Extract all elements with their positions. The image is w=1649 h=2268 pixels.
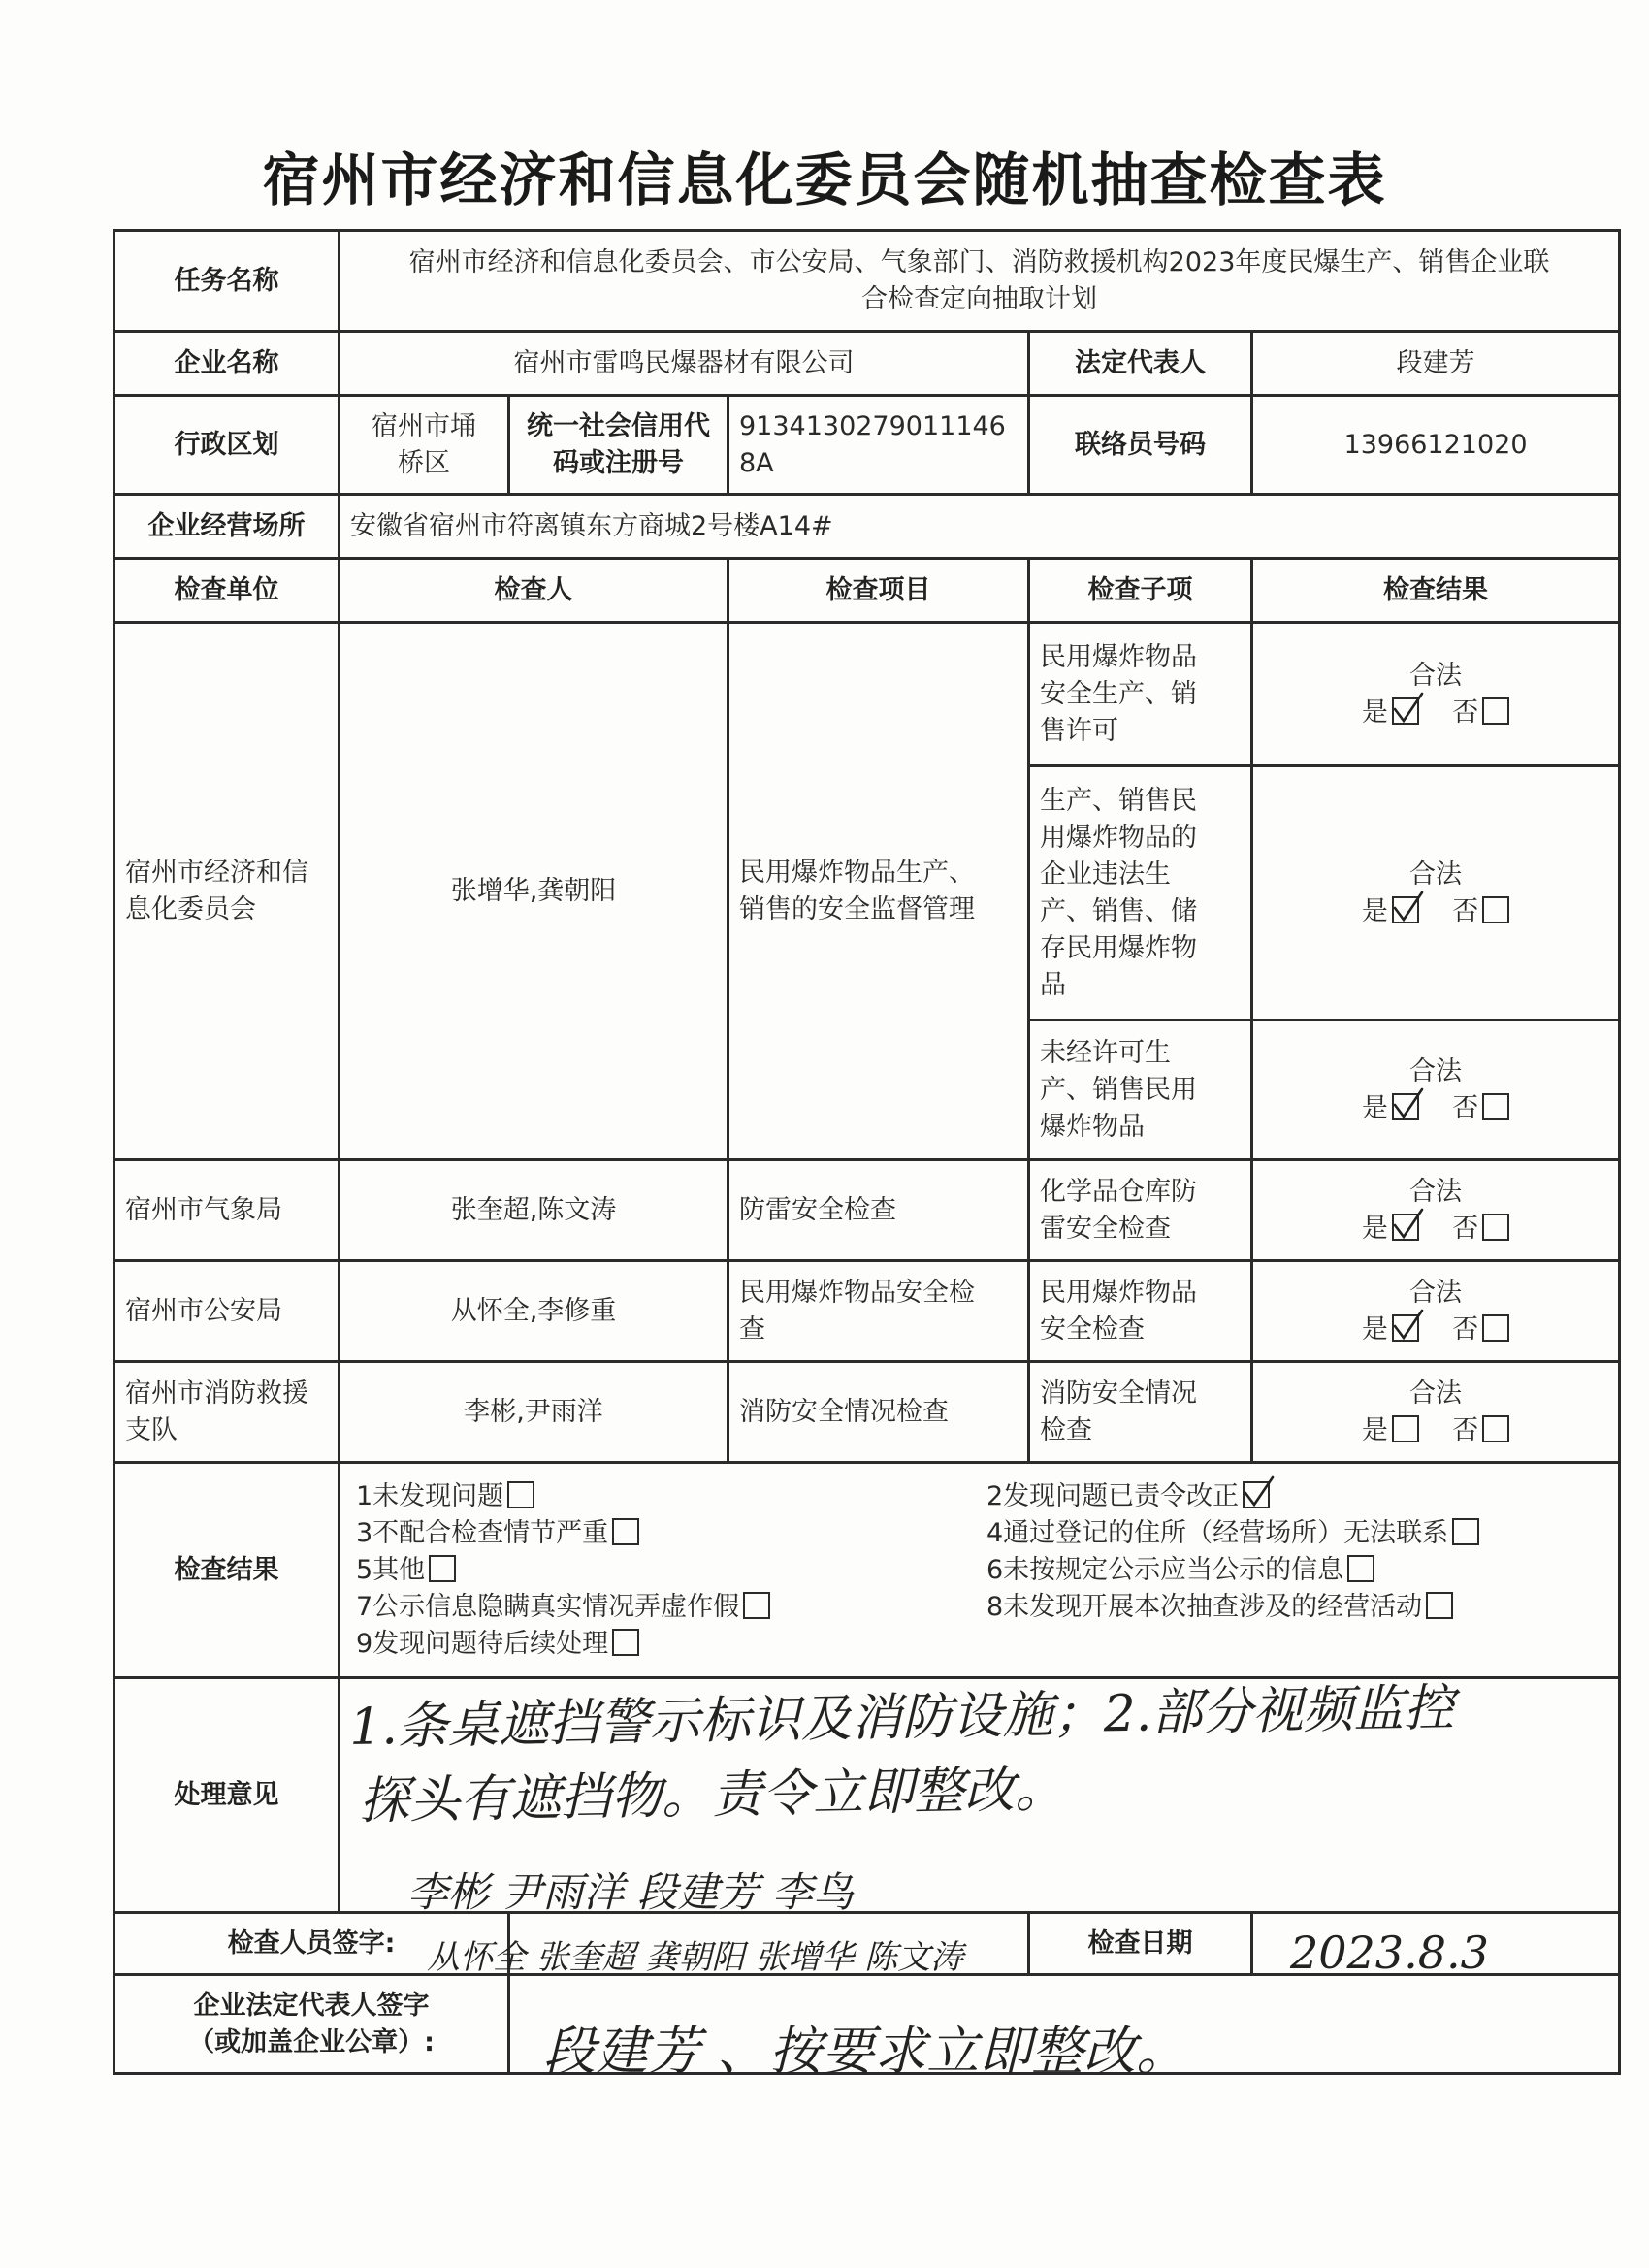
result-option-checkbox[interactable] [1243, 1481, 1270, 1508]
sub-line: 民用爆炸物品 [1040, 641, 1197, 672]
check-mark-icon [1392, 1208, 1425, 1243]
result-option-4 [986, 1515, 1608, 1552]
sub-line: 生产、销售民 [1040, 785, 1197, 816]
date-area [1252, 1913, 1620, 1975]
row1-item-line2: 销售的安全监督管理 [739, 893, 975, 924]
row3-item-line1: 民用爆炸物品安全检 [739, 1277, 975, 1308]
result-option-label: 6未按规定公示应当公示的信息 [986, 1554, 1344, 1585]
result-option-7 [356, 1589, 986, 1626]
sub-line: 检查 [1040, 1414, 1092, 1445]
contact-value: 13966121020 [1252, 396, 1620, 495]
legal-label: 合法 [1409, 1377, 1463, 1409]
no-checkbox[interactable] [1482, 1093, 1509, 1120]
no-checkbox[interactable] [1482, 1314, 1509, 1342]
check-mark-icon [1392, 1087, 1425, 1122]
result-option-label: 3不配合检查情节严重 [356, 1517, 609, 1548]
result-option-checkbox[interactable] [612, 1518, 639, 1545]
row4-inspectors: 李彬,尹雨洋 [340, 1362, 728, 1463]
sub-line: 售许可 [1040, 715, 1118, 746]
row1-unit [114, 623, 340, 1160]
result-option-3 [356, 1515, 986, 1552]
legal-label: 合法 [1409, 1277, 1463, 1308]
sub-line: 用爆炸物品的 [1040, 822, 1197, 853]
check-mark-icon [1392, 891, 1425, 925]
date-label: 检查日期 [1029, 1913, 1252, 1975]
no-label: 否 [1452, 1313, 1479, 1345]
result-option-5 [356, 1552, 986, 1589]
yes-checkbox[interactable] [1392, 1415, 1419, 1442]
yes-label: 是 [1361, 1092, 1388, 1123]
result-option-checkbox[interactable] [429, 1555, 456, 1582]
enterprise-value: 宿州市雷鸣民爆器材有限公司 [340, 332, 1029, 396]
sub-line: 未经许可生 [1040, 1037, 1171, 1068]
row1-subitem-1 [1029, 623, 1252, 766]
no-checkbox[interactable] [1482, 697, 1509, 725]
credit-code-value [728, 396, 1029, 495]
row1-inspectors: 张增华,龚朝阳 [340, 623, 728, 1160]
legal-rep-value: 段建芳 [1252, 332, 1620, 396]
no-label: 否 [1452, 1213, 1479, 1244]
check-result-label: 检查结果 [114, 1463, 340, 1678]
credit-value-line1: 9134130279011146 [739, 410, 1006, 441]
row1-item [728, 623, 1029, 1160]
row4-item: 消防安全情况检查 [728, 1362, 1029, 1463]
handling-label: 处理意见 [114, 1678, 340, 1913]
result-option-label: 7公示信息隐瞒真实情况弄虚作假 [356, 1591, 740, 1622]
rep-sign-label [114, 1975, 509, 2074]
row2-item: 防雷安全检查 [728, 1160, 1029, 1261]
result-option-label: 2发现问题已责令改正 [986, 1480, 1240, 1511]
sub-line: 存民用爆炸物 [1040, 932, 1197, 963]
sub-line: 化学品仓库防 [1040, 1176, 1197, 1207]
row2-inspectors: 张奎超,陈文涛 [340, 1160, 728, 1261]
sub-line: 企业违法生 [1040, 859, 1171, 890]
row3-item-line2: 查 [739, 1313, 765, 1345]
yes-checkbox[interactable] [1392, 697, 1419, 725]
inspector-sign-area [509, 1913, 1029, 1975]
header-item: 检查项目 [728, 559, 1029, 623]
handwritten-rep-signature: 段建芳 、按要求立即整改。 [543, 2021, 1189, 2082]
header-inspector: 检查人 [340, 559, 728, 623]
row3-unit: 宿州市公安局 [114, 1261, 340, 1362]
row1-subitem-2 [1029, 766, 1252, 1021]
no-label: 否 [1452, 1092, 1479, 1123]
legal-label: 合法 [1409, 1055, 1463, 1086]
legal-label: 合法 [1409, 660, 1463, 691]
yes-checkbox[interactable] [1392, 1214, 1419, 1241]
check-mark-icon [1243, 1475, 1276, 1510]
result-option-6 [986, 1552, 1608, 1589]
row4-unit-line2: 支队 [125, 1414, 178, 1445]
result-option-label: 4通过登记的住所（经营场所）无法联系 [986, 1517, 1449, 1548]
district-line2: 桥区 [398, 447, 450, 478]
row1-item-line1: 民用爆炸物品生产、 [739, 857, 975, 888]
result-option-label: 5其他 [356, 1554, 426, 1585]
row1-unit-line2: 息化委员会 [125, 893, 256, 924]
result-option-checkbox[interactable] [1426, 1592, 1453, 1619]
handwritten-date: 2023.8.3 [1290, 1927, 1489, 1979]
row2-subitem [1029, 1160, 1252, 1261]
row1-result-3 [1252, 1021, 1620, 1160]
result-option-2 [986, 1478, 1608, 1515]
no-checkbox[interactable] [1482, 1214, 1509, 1241]
header-subitem: 检查子项 [1029, 559, 1252, 623]
task-label: 任务名称 [114, 231, 340, 332]
handwritten-signatures-lower: 从怀全 张奎超 龚朝阳 张增华 陈文涛 [427, 1938, 964, 1977]
no-label: 否 [1452, 697, 1479, 728]
rep-sign-area [509, 1975, 1620, 2074]
credit-label-line2: 码或注册号 [553, 447, 684, 478]
contact-label: 联络员号码 [1029, 396, 1252, 495]
credit-value-line2: 8A [739, 447, 774, 478]
sub-line: 产、销售民用 [1040, 1074, 1197, 1105]
sub-line: 品 [1040, 969, 1066, 1000]
result-option-9 [356, 1626, 986, 1663]
task-value-line1: 宿州市经济和信息化委员会、市公安局、气象部门、消防救援机构2023年度民爆生产、销售企业联 [408, 246, 1550, 277]
credit-label-line1: 统一社会信用代 [527, 410, 710, 441]
sub-line: 消防安全情况 [1040, 1377, 1197, 1409]
sub-line: 安全生产、销 [1040, 678, 1197, 709]
district-value [340, 396, 509, 495]
row1-result-1 [1252, 623, 1620, 766]
row3-inspectors: 从怀全,李修重 [340, 1261, 728, 1362]
rep-sign-label-line1: 企业法定代表人签字 [193, 1990, 430, 2021]
row2-unit: 宿州市气象局 [114, 1160, 340, 1261]
handwritten-opinion-line2: 探头有遮挡物。责令立即整改。 [358, 1760, 1066, 1831]
yes-label: 是 [1361, 895, 1388, 926]
handling-value [340, 1678, 1620, 1913]
result-option-1 [356, 1478, 986, 1515]
row4-unit [114, 1362, 340, 1463]
header-unit: 检查单位 [114, 559, 340, 623]
result-option-label: 9发现问题待后续处理 [356, 1628, 609, 1659]
legal-label: 合法 [1409, 1176, 1463, 1207]
result-option-checkbox[interactable] [1347, 1555, 1374, 1582]
options-grid [350, 1478, 1608, 1663]
result-option-checkbox[interactable] [1452, 1518, 1479, 1545]
inspection-form-table [113, 229, 1621, 2075]
result-option-label: 1未发现问题 [356, 1480, 504, 1511]
result-option-checkbox[interactable] [507, 1481, 534, 1508]
handwritten-signatures-upper: 李彬 尹雨洋 段建芳 李鸟 [407, 1868, 855, 1916]
row3-result [1252, 1261, 1620, 1362]
row2-result [1252, 1160, 1620, 1261]
district-line1: 宿州市埇 [372, 410, 476, 441]
yes-label: 是 [1361, 1313, 1388, 1345]
yes-checkbox[interactable] [1392, 896, 1419, 923]
check-mark-icon [1392, 1309, 1425, 1344]
result-option-checkbox[interactable] [612, 1629, 639, 1656]
address-value: 安徽省宿州市符离镇东方商城2号楼A14# [340, 495, 1620, 559]
no-label: 否 [1452, 895, 1479, 926]
row4-subitem [1029, 1362, 1252, 1463]
check-mark-icon [1392, 692, 1425, 727]
inspector-sign-label: 检查人员签字: [114, 1913, 509, 1975]
yes-label: 是 [1361, 1213, 1388, 1244]
row4-unit-line1: 宿州市消防救援 [125, 1377, 308, 1409]
sub-line: 爆炸物品 [1040, 1111, 1145, 1142]
row4-result [1252, 1362, 1620, 1463]
no-checkbox[interactable] [1482, 896, 1509, 923]
row1-subitem-3 [1029, 1021, 1252, 1160]
row3-item [728, 1261, 1029, 1362]
sub-line: 安全检查 [1040, 1313, 1145, 1345]
no-label: 否 [1452, 1414, 1479, 1445]
header-result: 检查结果 [1252, 559, 1620, 623]
sub-line: 产、销售、储 [1040, 895, 1197, 926]
address-label: 企业经营场所 [114, 495, 340, 559]
rep-sign-label-line2: （或加盖企业公章）: [188, 2026, 435, 2057]
task-value [340, 231, 1620, 332]
no-checkbox[interactable] [1482, 1415, 1509, 1442]
row1-unit-line1: 宿州市经济和信 [125, 857, 308, 888]
row3-subitem [1029, 1261, 1252, 1362]
task-value-line2: 合检查定向抽取计划 [861, 283, 1098, 314]
sub-line: 民用爆炸物品 [1040, 1277, 1197, 1308]
legal-label: 合法 [1409, 859, 1463, 890]
yes-label: 是 [1361, 1414, 1388, 1445]
district-label: 行政区划 [114, 396, 340, 495]
result-option-checkbox[interactable] [743, 1592, 770, 1619]
yes-checkbox[interactable] [1392, 1093, 1419, 1120]
sub-line: 雷安全检查 [1040, 1213, 1171, 1244]
result-option-8 [986, 1589, 1608, 1626]
handwritten-opinion-line1: 1.条桌遮挡警示标识及消防设施；2.部分视频监控 [348, 1679, 1455, 1757]
document-title: 宿州市经济和信息化委员会随机抽查检查表 [262, 146, 1387, 213]
row1-result-2 [1252, 766, 1620, 1021]
check-result-options [340, 1463, 1620, 1678]
yes-label: 是 [1361, 697, 1388, 728]
enterprise-label: 企业名称 [114, 332, 340, 396]
credit-code-label [509, 396, 728, 495]
yes-checkbox[interactable] [1392, 1314, 1419, 1342]
legal-rep-label: 法定代表人 [1029, 332, 1252, 396]
result-option-label: 8未发现开展本次抽查涉及的经营活动 [986, 1591, 1423, 1622]
